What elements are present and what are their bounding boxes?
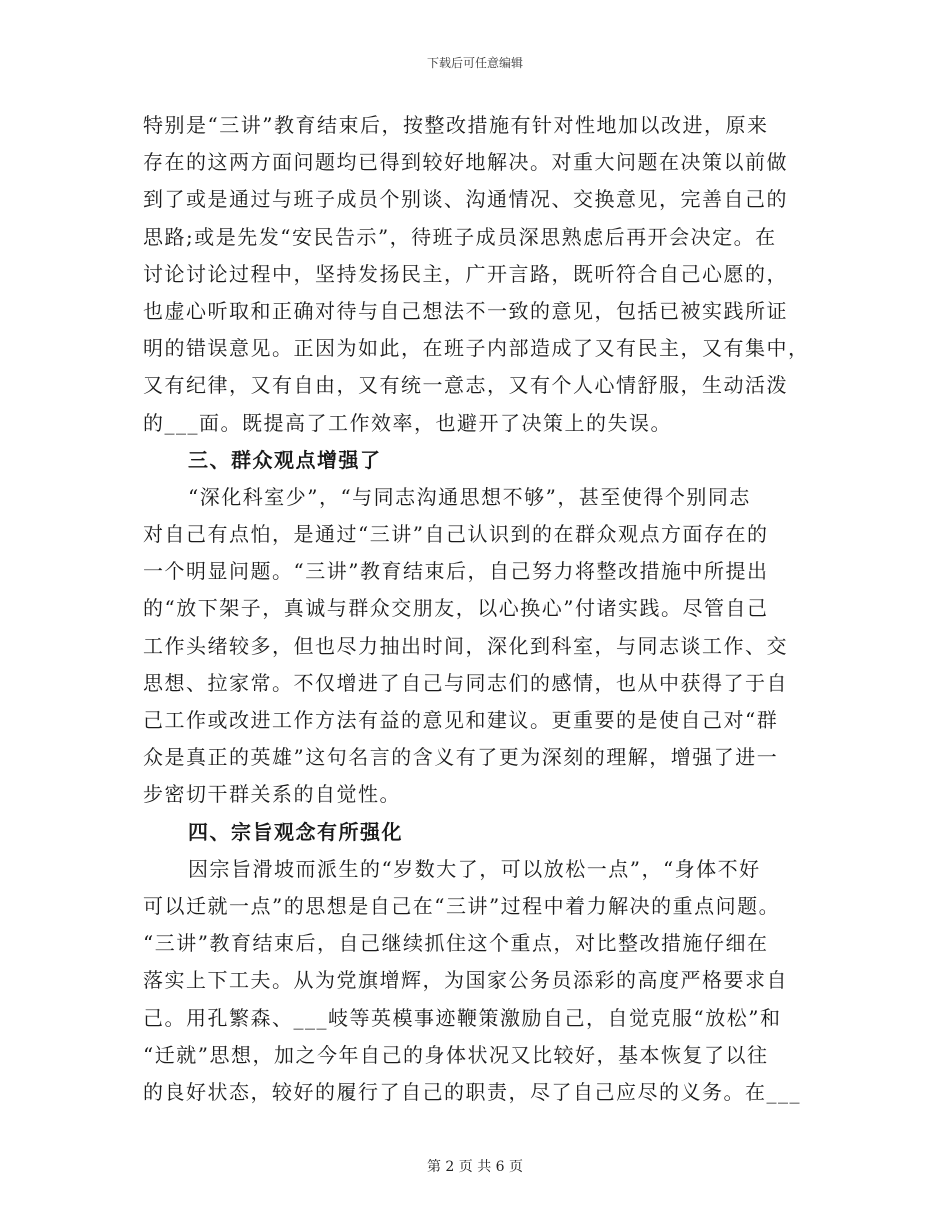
text-line: “三讲”教育结束后，自己继续抓住这个重点，对比整改措施仔细在 bbox=[143, 931, 769, 956]
text-line: 的“放下架子，真诚与群众交朋友，以心换心”付诸实践。尽管自己 bbox=[143, 596, 769, 621]
text-line: 思想、拉家常。不仅增进了自己与同志们的感情，也从中获得了于自 bbox=[143, 670, 788, 695]
text-line: “迁就”思想，加之今年自己的身体状况又比较好，基本恢复了以往 bbox=[143, 1042, 769, 1067]
text-line: 己。用孔繁森、___岐等英模事迹鞭策激励自己，自觉克服“放松”和 bbox=[143, 1005, 782, 1030]
paragraph-first-line: 因宗旨滑坡而派生的“岁数大了，可以放松一点”，“身体不好 bbox=[188, 856, 761, 881]
text-line: 也虚心听取和正确对待与自己想法不一致的意见，包括已被实践所证 bbox=[143, 298, 788, 323]
text-line: 己工作或改进工作方法有益的意见和建议。更重要的是使自己对“群 bbox=[143, 708, 779, 732]
text-line: 对自己有点怕，是通过“三讲”自己认识到的在群众观点方面存在的 bbox=[143, 522, 769, 547]
text-line: 步密切干群关系的自觉性。 bbox=[143, 782, 401, 807]
text-line: 落实上下工夫。从为党旗增辉，为国家公务员添彩的高度严格要求自 bbox=[143, 968, 788, 993]
section-heading: 三、群众观点增强了 bbox=[188, 447, 382, 472]
text-line: 到了或是通过与班子成员个别谈、沟通情况、交换意见，完善自己的 bbox=[143, 187, 788, 212]
text-line: 一个明显问题。“三讲”教育结束后，自己努力将整改措施中所提出 bbox=[143, 559, 769, 584]
text-line: 的___面。既提高了工作效率，也避开了决策上的失误。 bbox=[143, 410, 672, 435]
paragraph-first-line: “深化科室少”，“与同志沟通思想不够”，甚至使得个别同志 bbox=[188, 484, 751, 509]
text-line: 明的错误意见。正因为如此，在班子内部造成了又有民主，又有集中， bbox=[143, 336, 810, 361]
section-heading: 四、宗旨观念有所强化 bbox=[188, 819, 403, 844]
text-line: 思路;或是先发“安民告示”，待班子成员深思熟虑后再开会决定。在 bbox=[143, 224, 777, 249]
text-line: 存在的这两方面问题均已得到较好地解决。对重大问题在决策以前做 bbox=[143, 150, 788, 175]
text-line: 的良好状态，较好的履行了自己的职责，尽了自己应尽的义务。在___ bbox=[143, 1079, 801, 1104]
text-line: 可以迁就一点”的思想是自己在“三讲”过程中着力解决的重点问题。 bbox=[143, 893, 781, 918]
document-body bbox=[143, 107, 810, 1111]
text-line: 众是真正的英雄”这句名言的含义有了更为深刻的理解，增强了进一 bbox=[143, 745, 779, 770]
text-line: 讨论讨论过程中，坚持发扬民主，广开言路，既听符合自己心愿的， bbox=[143, 261, 788, 286]
page-footer: 第 2 页 共 6 页 bbox=[426, 1159, 524, 1175]
text-line: 又有纪律，又有自由，又有统一意志，又有个人心情舒服，生动活泼 bbox=[143, 373, 788, 398]
text-line: 特别是“三讲”教育结束后，按整改措施有针对性地加以改进，原来 bbox=[143, 113, 769, 137]
text-line: 工作头绪较多，但也尽力抽出时间，深化到科室，与同志谈工作、交 bbox=[143, 633, 788, 658]
page-header: 下载后可任意编辑 bbox=[426, 56, 523, 70]
